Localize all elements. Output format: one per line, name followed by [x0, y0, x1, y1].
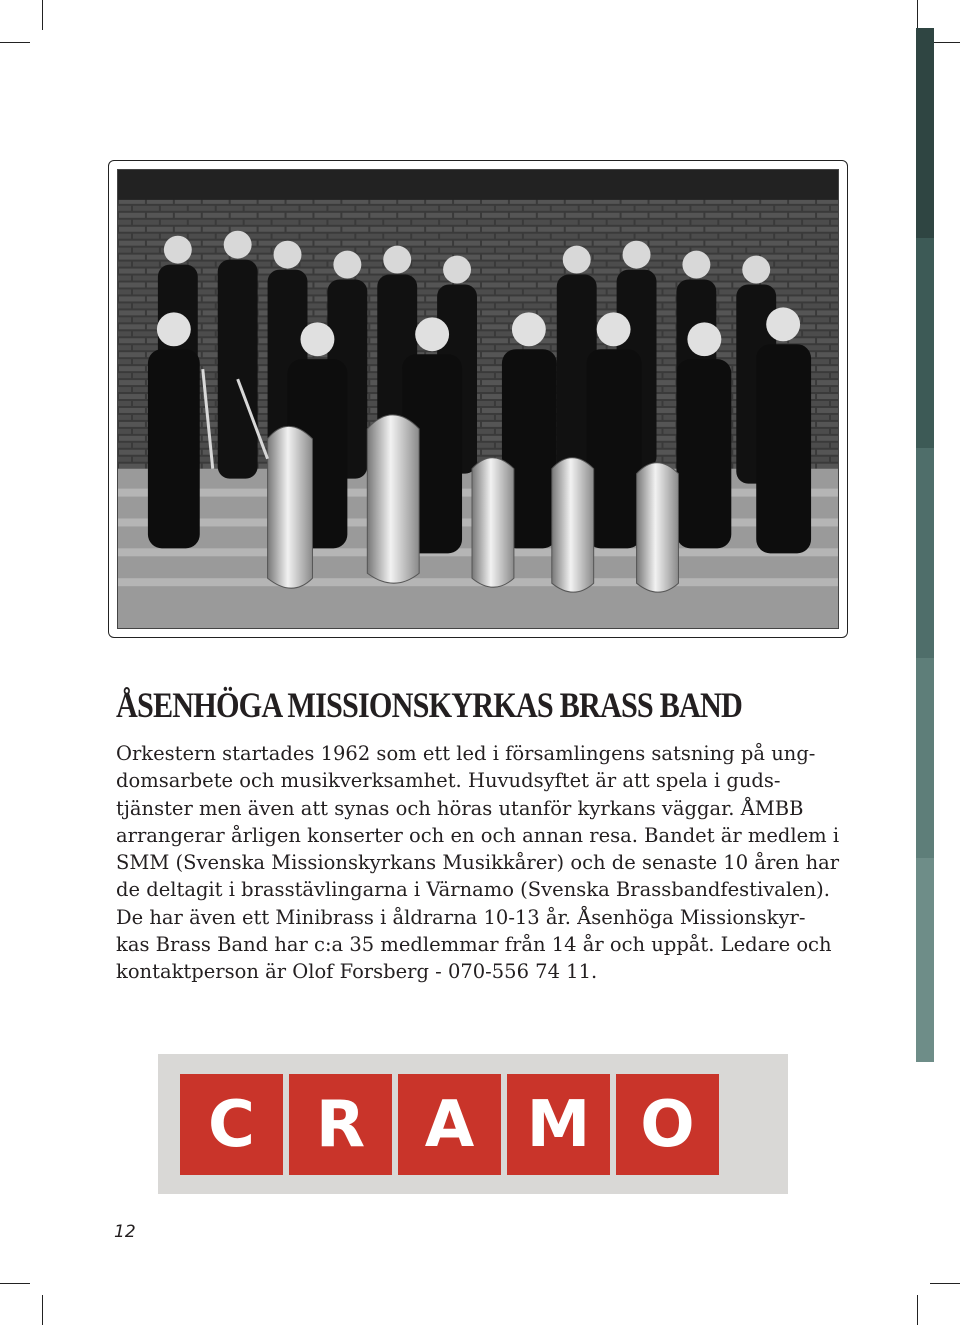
crop-mark	[0, 42, 30, 43]
logo-letter-tile: M	[507, 1074, 610, 1175]
tab-segment	[916, 448, 934, 658]
article-body	[116, 740, 846, 986]
crop-mark	[0, 1283, 30, 1284]
page-number: 12	[114, 1222, 136, 1242]
crop-mark	[930, 1283, 960, 1284]
cramo-logo	[180, 1074, 719, 1175]
logo-letter-tile: O	[616, 1074, 719, 1175]
crop-mark	[42, 0, 43, 30]
body-line: arrangerar årligen konserter och en och annan resa. Bandet är medlem i	[116, 823, 840, 847]
tab-segment	[916, 28, 934, 238]
body-line: tjänster men även att synas och höras utanför kyrkans väggar. ÅMBB	[116, 796, 804, 820]
logo-letter-tile: C	[180, 1074, 283, 1175]
band-photo-frame	[108, 160, 848, 638]
crop-mark	[917, 0, 918, 30]
body-line: SMM (Svenska Missionskyrkans Musikkårer) och de senaste 10 åren har	[116, 851, 840, 875]
body-line: domsarbete och musikverksamhet. Huvudsyftet är att spela i guds-	[116, 769, 781, 793]
tab-segment	[916, 658, 934, 858]
crop-mark	[42, 1295, 43, 1325]
tab-segment	[916, 858, 934, 1062]
logo-letter-tile: R	[289, 1074, 392, 1175]
body-line: kas Brass Band har c:a 35 medlemmar från 14 år och uppåt. Ledare och	[116, 933, 832, 957]
crop-mark	[930, 42, 960, 43]
band-photo	[117, 169, 839, 629]
crop-mark	[917, 1295, 918, 1325]
tab-segment	[916, 238, 934, 448]
logo-letter-tile: A	[398, 1074, 501, 1175]
band-photo-illustration	[118, 170, 838, 628]
body-line: De har även ett Minibrass i åldrarna 10-13 år. Åsenhöga Missionskyr-	[116, 905, 806, 929]
body-line: kontaktperson är Olof Forsberg - 070-556 74 11.	[116, 960, 598, 984]
body-line: de deltagit i brasstävlingarna i Värnamo (Svenska Brassbandfestivalen).	[116, 878, 830, 902]
cramo-advertisement	[158, 1054, 788, 1194]
body-line: Orkestern startades 1962 som ett led i församlingens satsning på ung-	[116, 742, 816, 765]
section-tab-strip	[916, 28, 934, 1062]
article-title: ÅSENHÖGA MISSIONSKYRKAS BRASS BAND	[116, 685, 742, 725]
